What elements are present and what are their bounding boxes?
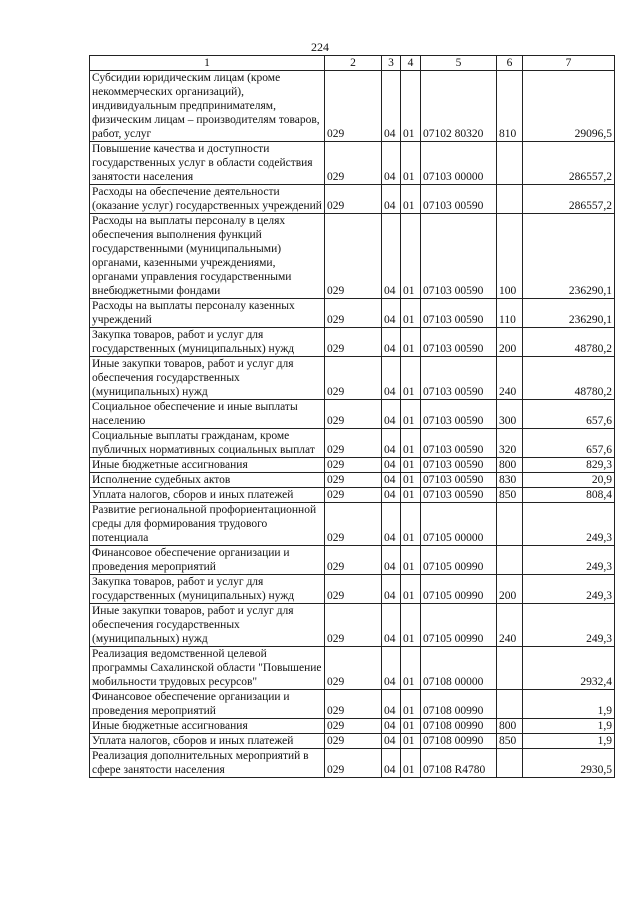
row-section-code: 04 xyxy=(382,488,401,503)
row-expense-type: 800 xyxy=(497,719,523,734)
row-amount: 249,3 xyxy=(523,575,615,604)
row-expense-type: 200 xyxy=(497,575,523,604)
header-col-2: 2 xyxy=(325,56,382,71)
row-amount: 48780,2 xyxy=(523,328,615,357)
row-expense-type xyxy=(497,647,523,690)
header-col-6: 6 xyxy=(497,56,523,71)
row-expense-type xyxy=(497,690,523,719)
row-name: Иные бюджетные ассигнования xyxy=(90,719,325,734)
row-chapter-code: 029 xyxy=(325,690,382,719)
row-section-code: 04 xyxy=(382,429,401,458)
row-amount: 1,9 xyxy=(523,719,615,734)
row-amount: 236290,1 xyxy=(523,214,615,299)
table-row xyxy=(90,604,615,647)
row-chapter-code: 029 xyxy=(325,647,382,690)
table-row xyxy=(90,575,615,604)
row-amount: 48780,2 xyxy=(523,357,615,400)
row-target-article: 07105 00000 xyxy=(421,503,497,546)
table-row xyxy=(90,488,615,503)
row-subsection-code: 01 xyxy=(401,400,421,429)
row-expense-type: 110 xyxy=(497,299,523,328)
budget-table xyxy=(89,55,615,778)
table-row xyxy=(90,142,615,185)
header-col-5: 5 xyxy=(421,56,497,71)
table-row xyxy=(90,214,615,299)
row-section-code: 04 xyxy=(382,400,401,429)
row-name: Развитие региональной профориентационной среды для формирования трудового потенциала xyxy=(90,503,325,546)
row-target-article: 07108 00990 xyxy=(421,690,497,719)
row-amount: 286557,2 xyxy=(523,185,615,214)
row-expense-type: 830 xyxy=(497,473,523,488)
row-target-article: 07108 R4780 xyxy=(421,749,497,778)
row-name: Социальное обеспечение и иные выплаты населению xyxy=(90,400,325,429)
row-target-article: 07108 00990 xyxy=(421,734,497,749)
row-expense-type xyxy=(497,749,523,778)
row-amount: 236290,1 xyxy=(523,299,615,328)
row-section-code: 04 xyxy=(382,575,401,604)
table-row xyxy=(90,299,615,328)
row-name: Социальные выплаты гражданам, кроме публичных нормативных социальных выплат xyxy=(90,429,325,458)
row-chapter-code: 029 xyxy=(325,546,382,575)
row-amount: 808,4 xyxy=(523,488,615,503)
row-expense-type: 810 xyxy=(497,71,523,142)
row-amount: 249,3 xyxy=(523,604,615,647)
row-section-code: 04 xyxy=(382,647,401,690)
row-target-article: 07103 00590 xyxy=(421,328,497,357)
row-target-article: 07103 00590 xyxy=(421,400,497,429)
row-amount: 249,3 xyxy=(523,503,615,546)
row-chapter-code: 029 xyxy=(325,299,382,328)
row-target-article: 07103 00590 xyxy=(421,214,497,299)
row-section-code: 04 xyxy=(382,719,401,734)
row-target-article: 07103 00590 xyxy=(421,185,497,214)
row-name: Иные бюджетные ассигнования xyxy=(90,458,325,473)
row-amount: 249,3 xyxy=(523,546,615,575)
row-subsection-code: 01 xyxy=(401,719,421,734)
row-subsection-code: 01 xyxy=(401,429,421,458)
row-target-article: 07108 00000 xyxy=(421,647,497,690)
row-section-code: 04 xyxy=(382,690,401,719)
table-row xyxy=(90,473,615,488)
row-expense-type xyxy=(497,142,523,185)
row-section-code: 04 xyxy=(382,749,401,778)
row-amount: 657,6 xyxy=(523,400,615,429)
row-chapter-code: 029 xyxy=(325,357,382,400)
table-row xyxy=(90,429,615,458)
row-section-code: 04 xyxy=(382,214,401,299)
row-section-code: 04 xyxy=(382,357,401,400)
row-subsection-code: 01 xyxy=(401,647,421,690)
row-amount: 1,9 xyxy=(523,734,615,749)
header-col-4: 4 xyxy=(401,56,421,71)
table-row xyxy=(90,400,615,429)
row-chapter-code: 029 xyxy=(325,734,382,749)
row-target-article: 07105 00990 xyxy=(421,575,497,604)
row-amount: 829,3 xyxy=(523,458,615,473)
row-chapter-code: 029 xyxy=(325,400,382,429)
row-name: Реализация ведомственной целевой программы Сахалинской области "Повышение мобильности трудовых ресурсов" xyxy=(90,647,325,690)
row-chapter-code: 029 xyxy=(325,749,382,778)
row-subsection-code: 01 xyxy=(401,749,421,778)
row-name: Расходы на выплаты персоналу в целях обеспечения выполнения функций государственными (муниципальными) органами, казенными учреждениями, органами управления государственными внебюджетными фондами xyxy=(90,214,325,299)
row-name: Реализация дополнительных мероприятий в сфере занятости населения xyxy=(90,749,325,778)
row-subsection-code: 01 xyxy=(401,142,421,185)
row-target-article: 07103 00590 xyxy=(421,429,497,458)
row-name: Расходы на обеспечение деятельности (оказание услуг) государственных учреждений xyxy=(90,185,325,214)
row-expense-type: 800 xyxy=(497,458,523,473)
row-name: Закупка товаров, работ и услуг для государственных (муниципальных) нужд xyxy=(90,575,325,604)
table-row xyxy=(90,690,615,719)
row-target-article: 07103 00590 xyxy=(421,458,497,473)
table-row xyxy=(90,328,615,357)
table-row xyxy=(90,458,615,473)
table-row xyxy=(90,357,615,400)
row-amount: 657,6 xyxy=(523,429,615,458)
row-amount: 29096,5 xyxy=(523,71,615,142)
row-section-code: 04 xyxy=(382,299,401,328)
row-subsection-code: 01 xyxy=(401,503,421,546)
row-section-code: 04 xyxy=(382,473,401,488)
row-target-article: 07105 00990 xyxy=(421,604,497,647)
row-expense-type: 240 xyxy=(497,604,523,647)
row-expense-type: 100 xyxy=(497,214,523,299)
table-row xyxy=(90,546,615,575)
header-col-3: 3 xyxy=(382,56,401,71)
header-col-7: 7 xyxy=(523,56,615,71)
row-subsection-code: 01 xyxy=(401,734,421,749)
row-subsection-code: 01 xyxy=(401,473,421,488)
row-name: Закупка товаров, работ и услуг для государственных (муниципальных) нужд xyxy=(90,328,325,357)
row-amount: 1,9 xyxy=(523,690,615,719)
row-subsection-code: 01 xyxy=(401,328,421,357)
row-section-code: 04 xyxy=(382,546,401,575)
row-expense-type: 300 xyxy=(497,400,523,429)
row-chapter-code: 029 xyxy=(325,473,382,488)
row-chapter-code: 029 xyxy=(325,458,382,473)
row-expense-type xyxy=(497,185,523,214)
row-target-article: 07103 00590 xyxy=(421,299,497,328)
row-section-code: 04 xyxy=(382,503,401,546)
row-chapter-code: 029 xyxy=(325,604,382,647)
row-name: Иные закупки товаров, работ и услуг для обеспечения государственных (муниципальных) нужд xyxy=(90,604,325,647)
row-chapter-code: 029 xyxy=(325,328,382,357)
row-expense-type: 200 xyxy=(497,328,523,357)
row-expense-type: 320 xyxy=(497,429,523,458)
page-number: 224 xyxy=(311,40,329,54)
row-target-article: 07102 80320 xyxy=(421,71,497,142)
row-expense-type: 850 xyxy=(497,488,523,503)
row-amount: 2930,5 xyxy=(523,749,615,778)
row-expense-type: 240 xyxy=(497,357,523,400)
row-subsection-code: 01 xyxy=(401,575,421,604)
row-amount: 286557,2 xyxy=(523,142,615,185)
row-amount: 2932,4 xyxy=(523,647,615,690)
row-subsection-code: 01 xyxy=(401,458,421,473)
table-row xyxy=(90,71,615,142)
row-name: Субсидии юридическим лицам (кроме некоммерческих организаций), индивидуальным предпринимателям, физическим лицам – производителям товаров, работ, услуг xyxy=(90,71,325,142)
row-amount: 20,9 xyxy=(523,473,615,488)
row-section-code: 04 xyxy=(382,185,401,214)
row-section-code: 04 xyxy=(382,734,401,749)
row-expense-type xyxy=(497,503,523,546)
table-row xyxy=(90,749,615,778)
row-target-article: 07103 00590 xyxy=(421,488,497,503)
row-target-article: 07105 00990 xyxy=(421,546,497,575)
row-chapter-code: 029 xyxy=(325,142,382,185)
row-section-code: 04 xyxy=(382,604,401,647)
row-name: Уплата налогов, сборов и иных платежей xyxy=(90,488,325,503)
row-name: Финансовое обеспечение организации и проведения мероприятий xyxy=(90,690,325,719)
row-section-code: 04 xyxy=(382,458,401,473)
row-name: Расходы на выплаты персоналу казенных учреждений xyxy=(90,299,325,328)
row-subsection-code: 01 xyxy=(401,299,421,328)
row-subsection-code: 01 xyxy=(401,185,421,214)
row-chapter-code: 029 xyxy=(325,575,382,604)
row-target-article: 07103 00590 xyxy=(421,473,497,488)
row-subsection-code: 01 xyxy=(401,604,421,647)
row-target-article: 07108 00990 xyxy=(421,719,497,734)
row-name: Уплата налогов, сборов и иных платежей xyxy=(90,734,325,749)
row-chapter-code: 029 xyxy=(325,429,382,458)
table-row xyxy=(90,719,615,734)
table-row xyxy=(90,185,615,214)
row-subsection-code: 01 xyxy=(401,357,421,400)
row-chapter-code: 029 xyxy=(325,185,382,214)
table-row xyxy=(90,503,615,546)
row-subsection-code: 01 xyxy=(401,488,421,503)
row-chapter-code: 029 xyxy=(325,503,382,546)
row-section-code: 04 xyxy=(382,71,401,142)
row-subsection-code: 01 xyxy=(401,214,421,299)
row-target-article: 07103 00590 xyxy=(421,357,497,400)
row-name: Финансовое обеспечение организации и проведения мероприятий xyxy=(90,546,325,575)
row-subsection-code: 01 xyxy=(401,690,421,719)
table-row xyxy=(90,647,615,690)
row-name: Иные закупки товаров, работ и услуг для обеспечения государственных (муниципальных) нужд xyxy=(90,357,325,400)
row-name: Исполнение судебных актов xyxy=(90,473,325,488)
header-row xyxy=(90,56,615,71)
row-chapter-code: 029 xyxy=(325,214,382,299)
row-chapter-code: 029 xyxy=(325,488,382,503)
row-expense-type: 850 xyxy=(497,734,523,749)
row-section-code: 04 xyxy=(382,142,401,185)
row-chapter-code: 029 xyxy=(325,71,382,142)
row-target-article: 07103 00000 xyxy=(421,142,497,185)
row-subsection-code: 01 xyxy=(401,546,421,575)
header-col-1: 1 xyxy=(90,56,325,71)
row-expense-type xyxy=(497,546,523,575)
row-name: Повышение качества и доступности государственных услуг в области содействия занятости населения xyxy=(90,142,325,185)
table-row xyxy=(90,734,615,749)
row-chapter-code: 029 xyxy=(325,719,382,734)
row-section-code: 04 xyxy=(382,328,401,357)
row-subsection-code: 01 xyxy=(401,71,421,142)
